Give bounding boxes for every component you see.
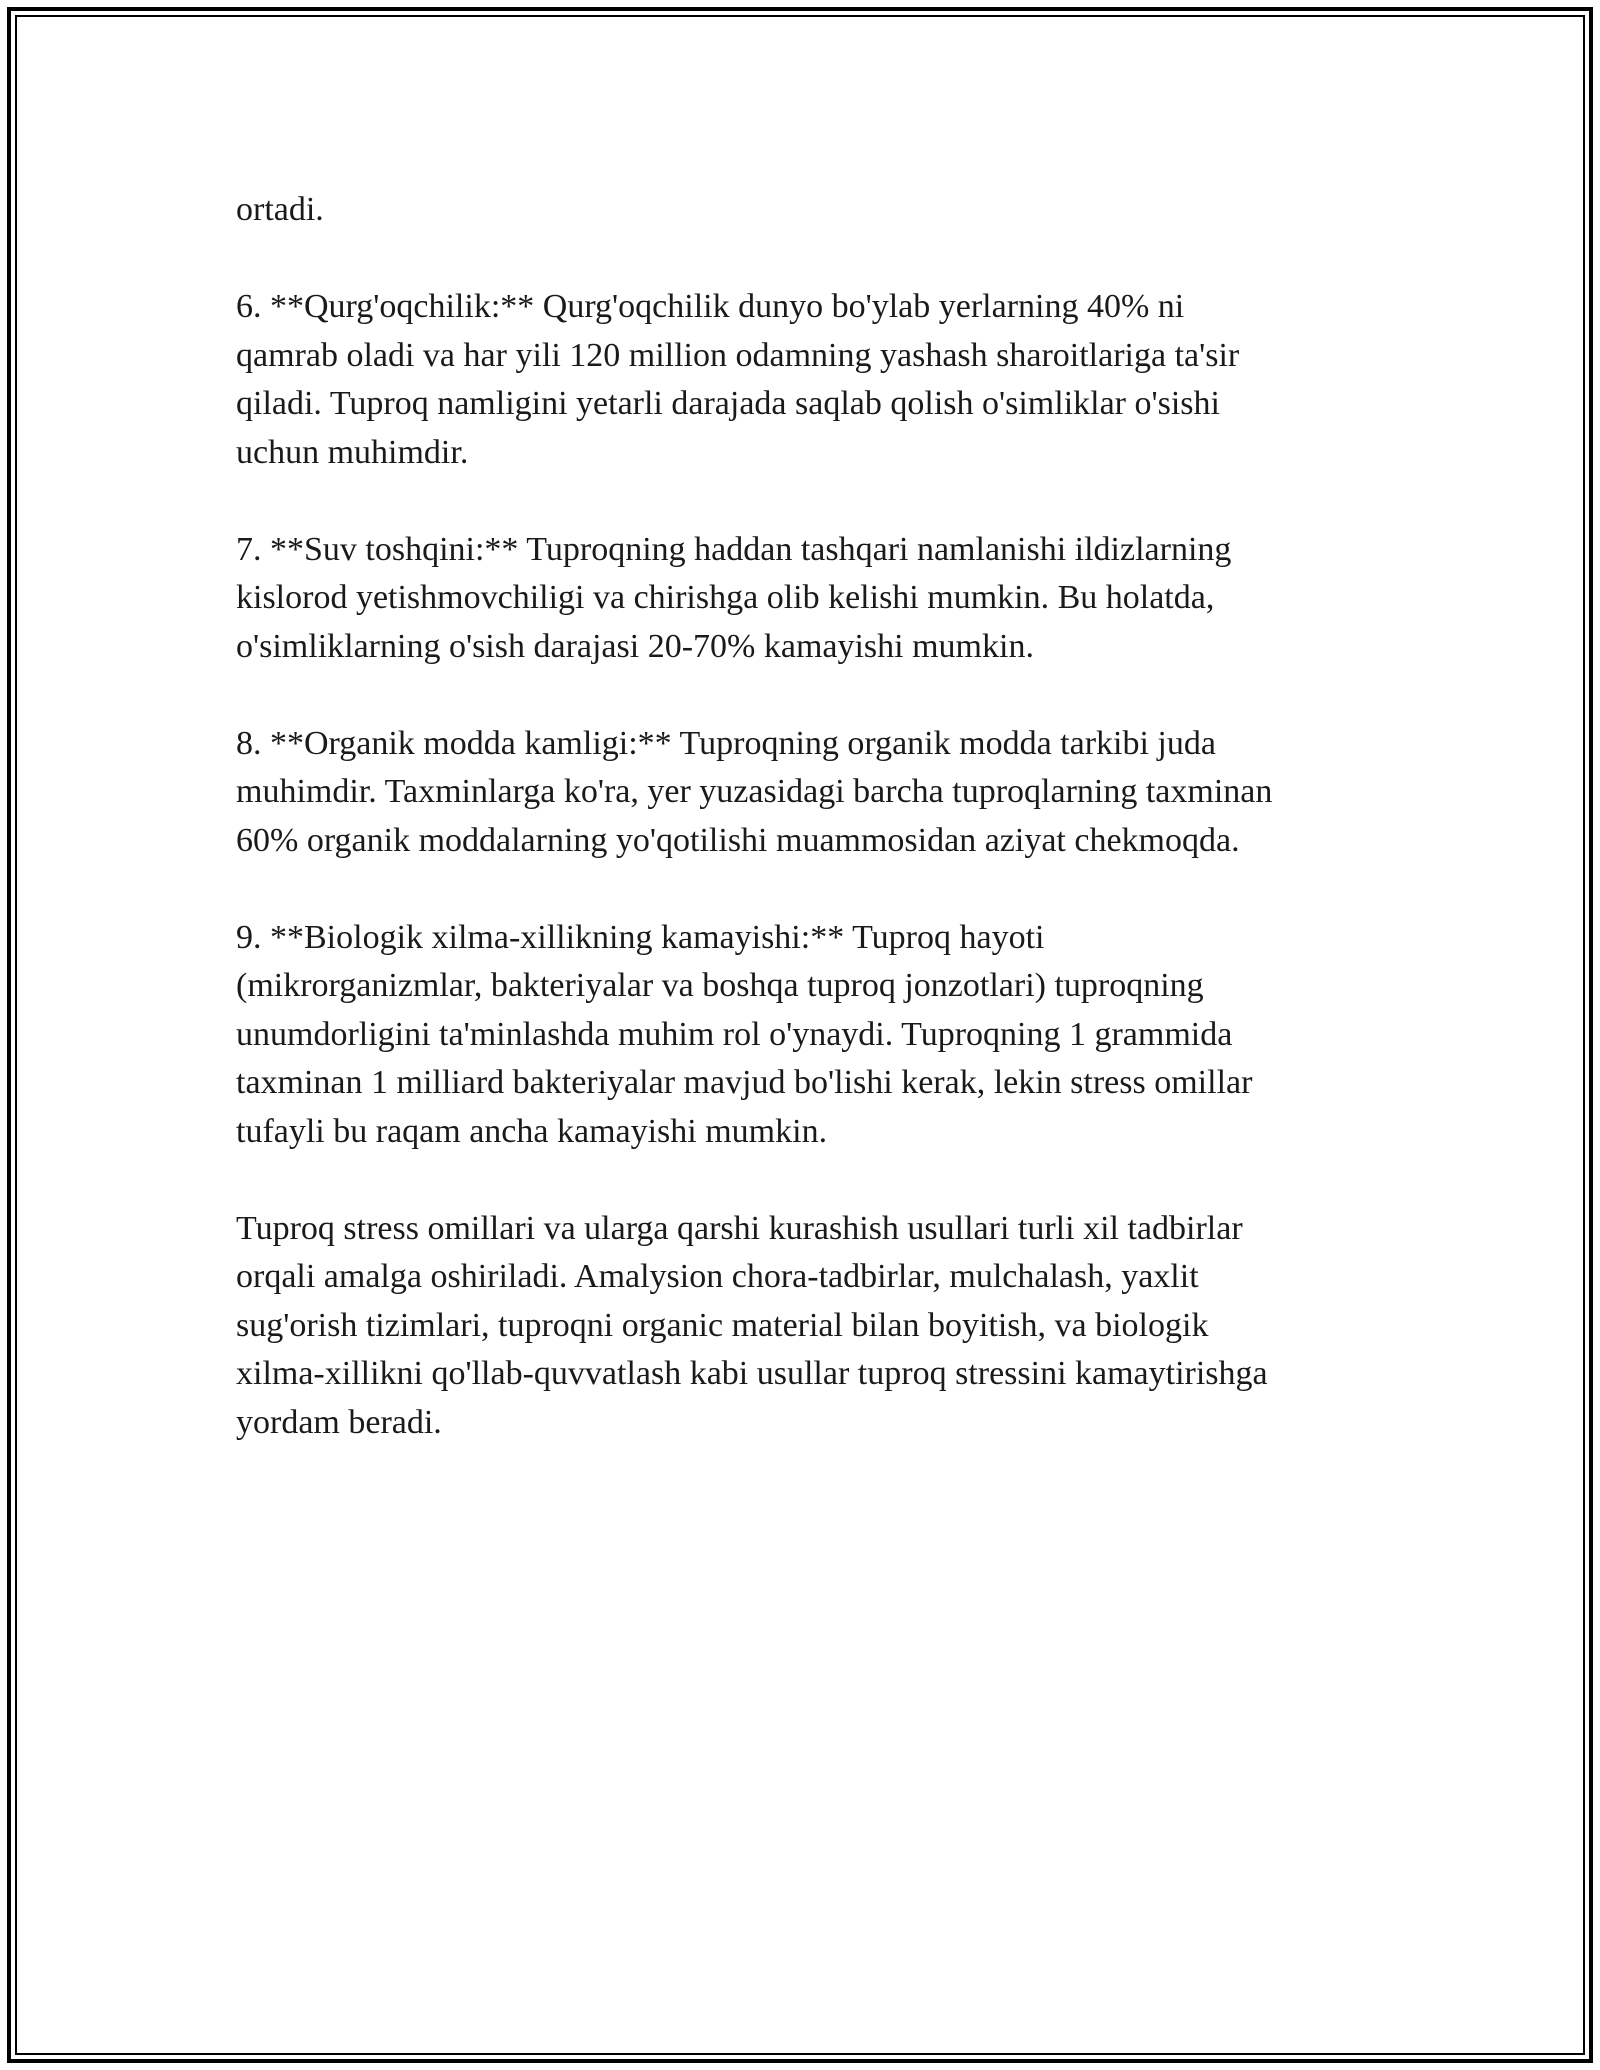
text-line: uchun muhimdir. (236, 433, 469, 471)
paragraph-conclusion (236, 1205, 1386, 1448)
text-line: taxminan 1 milliard bakteriyalar mavjud bo'lishi kerak, lekin stress omillar (236, 1064, 1253, 1101)
text-line: orqali amalga oshiriladi. Amalysion chora-tadbirlar, mulchalash, yaxlit (236, 1258, 1199, 1295)
text-line: muhimdir. Taxminlarga ko'ra, yer yuzasidagi barcha tuproqlarning taxminan (236, 773, 1273, 810)
paragraph-item-6 (236, 283, 1386, 477)
text-line: tufayli bu raqam ancha kamayishi mumkin. (236, 1112, 828, 1150)
text-line: 8. **Organik modda kamligi:** Tuproqning organik modda tarkibi juda (236, 724, 1216, 762)
text-line: ortadi. (236, 191, 324, 228)
text-line: o'simliklarning o'sish darajasi 20-70% kamayishi mumkin. (236, 627, 1034, 665)
text-line: xilma-xillikni qo'llab-quvvatlash kabi usullar tuproq stressini kamaytirishga (236, 1355, 1268, 1392)
text-line: Tuproq stress omillari va ularga qarshi kurashish usullari turli xil tadbirlar (236, 1209, 1243, 1247)
text-line: kislorod yetishmovchiligi va chirishga olib kelishi mumkin. Bu holatda, (236, 579, 1215, 616)
text-line: qamrab oladi va har yili 120 million odamning yashash sharoitlariga ta'sir (236, 336, 1240, 374)
paragraph-continuation (236, 186, 1386, 235)
text-line: (mikrorganizmlar, bakteriyalar va boshqa tuproq jonzotlari) tuproqning (236, 967, 1204, 1004)
paragraph-item-7 (236, 526, 1386, 672)
paragraph-item-8 (236, 720, 1386, 866)
text-line: 60% organik moddalarning yo'qotilishi muammosidan aziyat chekmoqda. (236, 821, 1240, 859)
document-body (236, 186, 1386, 1496)
paragraph-item-9 (236, 914, 1386, 1157)
text-line: 6. **Qurg'oqchilik:** Qurg'oqchilik dunyo bo'ylab yerlarning 40% ni (236, 288, 1185, 325)
text-line: 9. **Biologik xilma-xillikning kamayishi:** Tuproq hayoti (236, 918, 1045, 956)
text-line: yordam beradi. (236, 1403, 442, 1441)
text-line: unumdorligini ta'minlashda muhim rol o'ynaydi. Tuproqning 1 grammida (236, 1015, 1233, 1053)
text-line: 7. **Suv toshqini:** Tuproqning haddan tashqari namlanishi ildizlarning (236, 530, 1232, 568)
text-line: sug'orish tizimlari, tuproqni organic material bilan boyitish, va biologik (236, 1306, 1209, 1344)
text-line: qiladi. Tuproq namligini yetarli darajada saqlab qolish o'simliklar o'sishi (236, 385, 1220, 422)
